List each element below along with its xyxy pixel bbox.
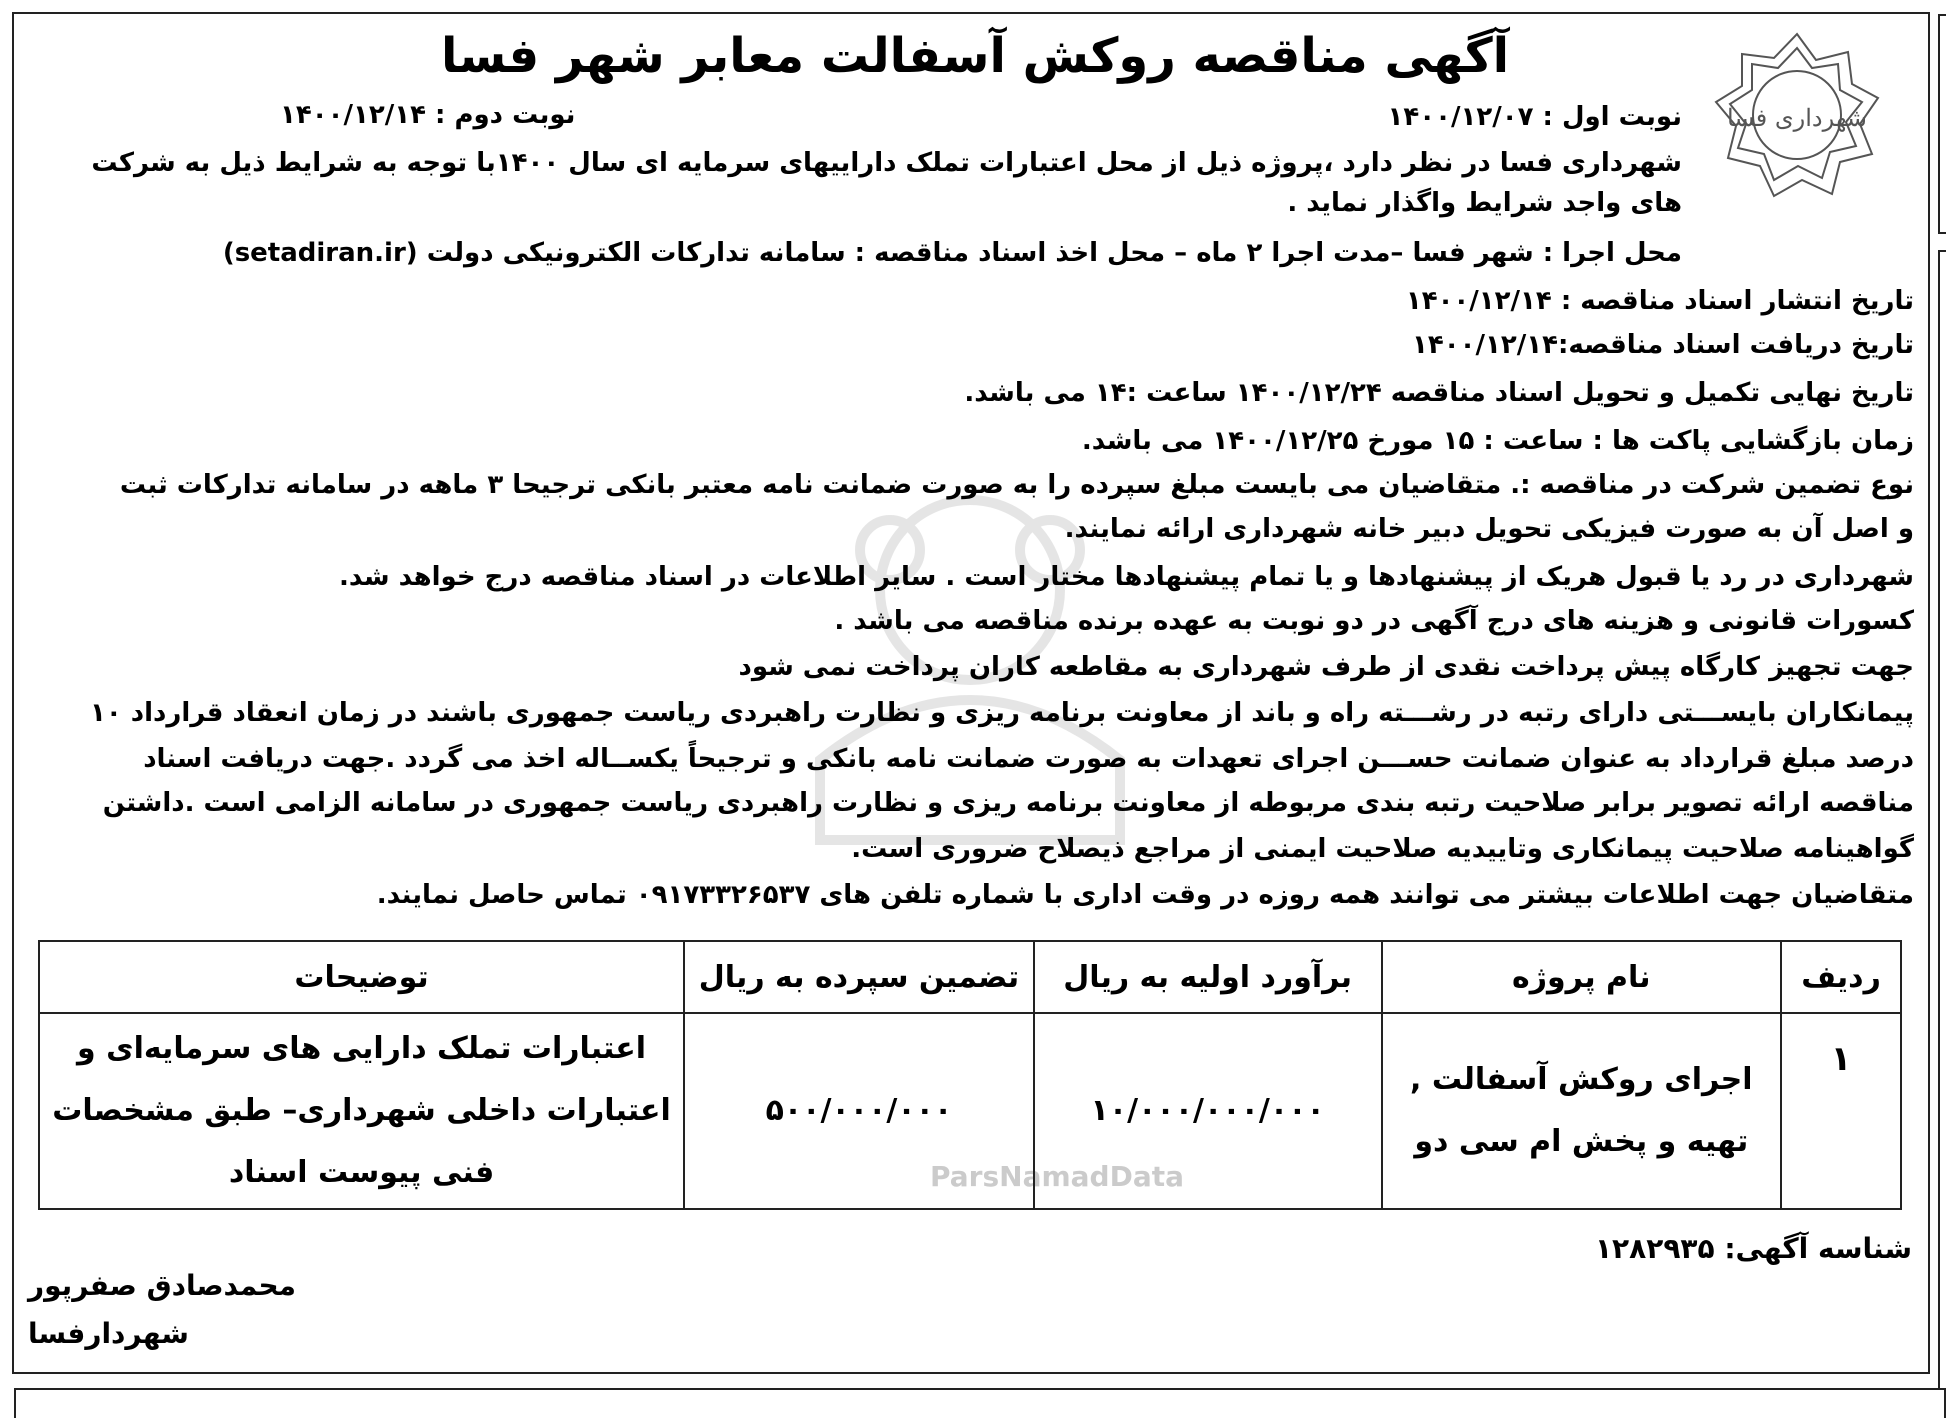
seal-text: شهرداری فسا: [1727, 104, 1867, 132]
municipality-seal-icon: [1712, 30, 1882, 200]
contractors-line-3: مناقصه ارائه تصویر برابر صلاحیت رتبه بندی مربوطه از معاونت برنامه ریزی و نظارت راهبردی ریاست جمهوری در سامانه الزامی است .داشتن: [102, 788, 1914, 818]
notes-line-1: اعتبارات تملک دارایی های سرمایه‌ای و: [76, 1031, 647, 1066]
prepayment-line: جهت تجهیز کارگاه پیش پرداخت نقدی از طرف شهرداری به مقاطعه کاران پرداخت نمی شود: [738, 652, 1914, 682]
publish-date-line: تاریخ انتشار اسناد مناقصه : ۱۴۰۰/۱۲/۱۴: [1405, 286, 1914, 316]
contractors-line-1: پیمانکاران بایســـتی دارای رتبه در رشـــته راه و باند از معاونت برنامه ریزی و نظارت راهبردی ریاست جمهوری باشند در زمان انعقاد قرارداد ۱۰: [89, 698, 1914, 728]
costs-line: کسورات قانونی و هزینه های درج آگهی در دو نوبت به عهده برنده مناقصه می باشد .: [834, 606, 1914, 636]
next-notice-frame-edge: [14, 1388, 1946, 1418]
notes-line-2: اعتبارات داخلی شهرداری– طبق مشخصات: [52, 1093, 671, 1128]
contact-line: متقاضیان جهت اطلاعات بیشتر می توانند همه روزه در وقت اداری با شماره تلفن های ۰۹۱۷۳۳۲۶۵۳۷ تماس حاصل نمایند.: [376, 880, 1914, 910]
opening-line: زمان بازگشایی پاکت ها : ساعت : ۱۵ مورخ ۱۴۰۰/۱۲/۲۵ می باشد.: [1081, 426, 1914, 456]
intro-line-1: شهرداری فسا در نظر دارد ،پروژه ذیل از محل اعتبارات تملک داراییهای سرمایه ای سال ۱۴۰۰با توجه به شرایط ذیل به شرکت: [91, 148, 1682, 178]
guarantee-line-1: نوع تضمین شرکت در مناقصه :. متقاضیان می بایست مبلغ سپرده را به صورت ضمانت نامه معتبر بانکی ترجیحا ۳ ماهه در سامانه تدارکات ثبت: [119, 470, 1914, 500]
deadline-line: تاریخ نهایی تکمیل و تحویل اسناد مناقصه ۱۴۰۰/۱۲/۲۴ ساعت :۱۴ می باشد.: [964, 378, 1914, 408]
header-row-number: ردیف: [1781, 941, 1901, 1013]
header-project-name: نام پروژه: [1382, 941, 1781, 1013]
header-deposit: تضمین سپرده به ریال: [684, 941, 1034, 1013]
signer-name: محمدصادق صفرپور: [28, 1269, 296, 1302]
notice-title: آگهی مناقصه روکش آسفالت معابر شهر فسا: [440, 28, 1510, 84]
first-round-label: نوبت اول :: [1542, 102, 1682, 132]
signer-title: شهردارفسا: [28, 1317, 189, 1350]
notes-line-3: فنی پیوست اسناد: [228, 1155, 495, 1190]
cell-project-name: [1382, 1013, 1781, 1209]
location-line: [223, 236, 1682, 270]
intro-line-2: های واجد شرایط واگذار نماید .: [1287, 188, 1682, 218]
cell-row-number: ۱: [1781, 1013, 1901, 1209]
adjacent-frame-edge: [1938, 14, 1946, 234]
first-round-date: ۱۴۰۰/۱۲/۰۷: [1387, 102, 1534, 132]
table-row: [39, 1013, 1901, 1209]
header-notes: توضیحات: [39, 941, 684, 1013]
cell-deposit: ۵۰۰/۰۰۰/۰۰۰: [684, 1013, 1034, 1209]
adjacent-frame-edge: [1938, 250, 1946, 1390]
guarantee-line-2: و اصل آن به صورت فیزیکی تحویل دبیر خانه شهرداری ارائه نمایند.: [1064, 514, 1914, 544]
watermark-text: ParsNamadData: [930, 1160, 1184, 1193]
table-header-row: [39, 941, 1901, 1013]
first-round-line: [1388, 100, 1683, 134]
project-line-2: تهیه و پخش ام سی دو: [1414, 1124, 1749, 1159]
cell-notes: [39, 1013, 684, 1209]
signature-block: [28, 1262, 296, 1358]
header-estimate: برآورد اولیه به ریال: [1034, 941, 1382, 1013]
tender-table: [38, 940, 1902, 1210]
setadiran-link[interactable]: (setadiran.ir): [222, 238, 418, 268]
project-line-1: اجرای روکش آسفالت ,: [1410, 1062, 1753, 1097]
contractors-line-4: گواهینامه صلاحیت پیمانکاری وتاییدیه صلاحیت ایمنی از مراجع ذیصلاح ضروری است.: [851, 834, 1914, 864]
rights-line: شهرداری در رد یا قبول هریک از پیشنهادها و یا تمام پیشنهادها مختار است . سایر اطلاعات در اسناد مناقصه درج خواهد شد.: [339, 562, 1914, 592]
second-round-date: ۱۴۰۰/۱۲/۱۴: [280, 100, 426, 130]
second-round-line: [280, 100, 575, 130]
second-round-label: نوبت دوم :: [435, 100, 576, 130]
notice-id: شناسه آگهی: ۱۲۸۲۹۳۵: [1594, 1232, 1912, 1265]
contractors-line-2: درصد مبلغ قرارداد به عنوان ضمانت حســـن اجرای تعهدات به صورت ضمانت نامه بانکی و ترجیحاً یکســاله اخذ می گردد .جهت دریافت اسناد: [143, 744, 1914, 774]
cell-estimate: ۱۰/۰۰۰/۰۰۰/۰۰۰: [1034, 1013, 1382, 1209]
location-text: محل اجرا : شهر فسا –مدت اجرا ۲ ماه – محل اخذ اسناد مناقصه : سامانه تدارکات الکترونیکی دولت: [426, 238, 1682, 268]
receive-date-line: تاریخ دریافت اسناد مناقصه:۱۴۰۰/۱۲/۱۴: [1412, 330, 1914, 360]
